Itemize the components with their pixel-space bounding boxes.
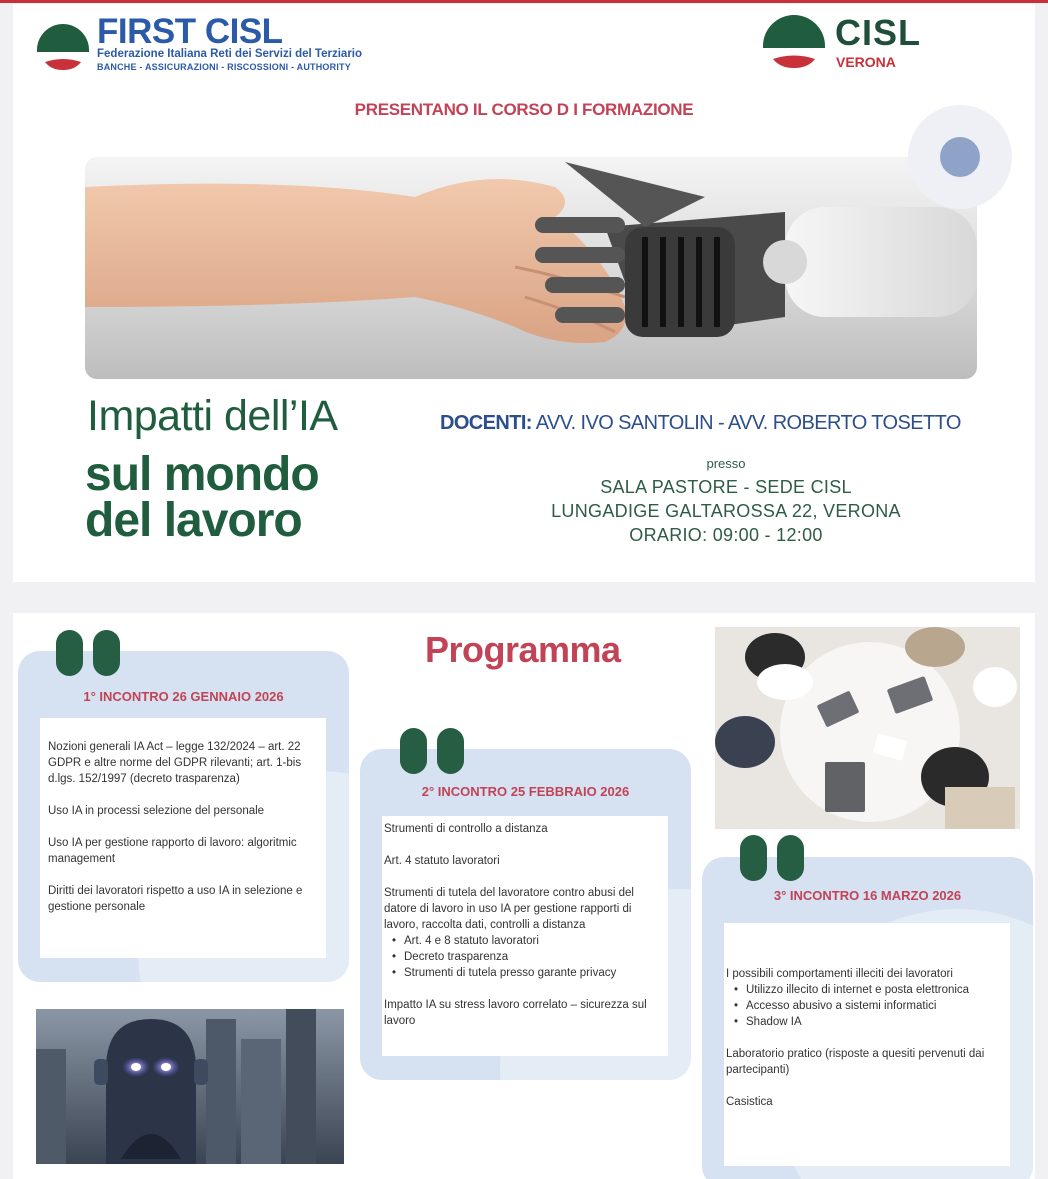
incontro3-item: Laboratorio pratico (risposte a quesiti pervenuti dai partecipanti) xyxy=(726,1048,985,1076)
incontro1-item: Uso IA in processi selezione del personale xyxy=(48,805,265,817)
incontro1-item: Nozioni generali IA Act – legge 132/2024 – art. 22 GDPR e altre norme del GDPR rilevanti; art. 1-bis d.lgs. 152/1997 (decreto trasparenza) xyxy=(48,741,302,785)
meeting-photo xyxy=(715,627,1020,829)
course-title-main xyxy=(85,448,319,547)
incontro1-heading: 1° INCONTRO 26 GENNAIO 2026 xyxy=(83,689,284,704)
programma-title: Programma xyxy=(425,629,621,670)
cisl-verona-logo xyxy=(761,6,941,72)
incontro3-content xyxy=(724,923,1010,1166)
first-cisl-sectors: BANCHE - ASSICURAZIONI - RISCOSSIONI - AUTHORITY xyxy=(97,62,351,72)
course-header-card xyxy=(13,4,1035,582)
incontro2-item: Strumenti di tutela del lavoratore contro abusi del datore di lavoro in uso IA per gestione rapporti di lavoro, raccolta dati, controlli a distanza xyxy=(384,887,634,931)
incontro2-bullets xyxy=(384,933,661,981)
incontro2-content xyxy=(382,816,668,1056)
venue-block xyxy=(513,456,939,547)
venue-line2: LUNGADIGE GALTAROSSA 22, VERONA xyxy=(551,501,901,521)
course-title-line2: sul mondo xyxy=(85,448,319,501)
first-cisl-subtitle: Federazione Italiana Reti dei Servizi del Terziario xyxy=(97,48,363,60)
cisl-city: VERONA xyxy=(836,54,896,70)
programma-card xyxy=(13,613,1035,1179)
incontro2-bullet: • Art. 4 e 8 statuto lavoratori xyxy=(384,933,661,949)
decorative-dot xyxy=(940,137,980,177)
venue-line1: SALA PASTORE - SEDE CISL xyxy=(600,477,852,497)
docenti-value: AVV. IVO SANTOLIN - AVV. ROBERTO TOSETTO xyxy=(535,412,961,434)
cisl-name: CISL xyxy=(835,12,922,53)
decorative-circle-badge xyxy=(908,105,1012,209)
presentano-heading: PRESENTANO IL CORSO D I FORMAZIONE xyxy=(354,100,694,119)
quote-mark-icon xyxy=(400,728,466,776)
hero-image-handshake xyxy=(85,157,977,379)
incontro1-item: Diritti dei lavoratori rispetto a uso IA in selezione e gestione personale xyxy=(48,885,303,913)
incontro1-panel xyxy=(18,651,349,982)
incontro2-bullet: • Strumenti di tutela presso garante privacy xyxy=(384,965,661,981)
first-cisl-emblem-icon xyxy=(35,14,91,70)
incontro3-bullet: • Accesso abusivo a sistemi informatici xyxy=(726,998,1003,1014)
incontro2-item: Impatto IA su stress lavoro correlato – sicurezza sul lavoro xyxy=(384,999,647,1027)
incontro2-bullet: • Decreto trasparenza xyxy=(384,949,661,965)
incontro3-heading: 3° INCONTRO 16 MARZO 2026 xyxy=(773,888,962,903)
incontro2-item: Art. 4 statuto lavoratori xyxy=(384,855,500,867)
robot-face-image xyxy=(36,1009,344,1164)
incontro1-content xyxy=(40,718,326,958)
incontro2-item: Strumenti di controllo a distanza xyxy=(384,823,548,835)
incontro3-bullets xyxy=(726,982,1003,1030)
cisl-emblem-icon xyxy=(761,6,827,72)
docenti-line xyxy=(440,412,961,435)
incontro3-bullet: • Shadow IA xyxy=(726,1014,1003,1030)
incontro3-bullet: • Utilizzo illecito di internet e posta elettronica xyxy=(726,982,1003,998)
incontro1-item: Uso IA per gestione rapporto di lavoro: algoritmic management xyxy=(48,837,297,865)
incontro3-item: I possibili comportamenti illeciti dei lavoratori xyxy=(726,968,953,980)
first-cisl-name: FIRST CISL xyxy=(97,12,283,51)
first-cisl-logo xyxy=(35,10,375,74)
quote-mark-icon xyxy=(740,835,806,883)
course-title-line1: Impatti dell’IA xyxy=(87,392,338,440)
incontro3-panel xyxy=(702,857,1033,1179)
quote-mark-icon xyxy=(56,630,122,678)
incontro3-item: Casistica xyxy=(726,1096,773,1108)
incontro2-panel xyxy=(360,749,691,1080)
docenti-label: DOCENTI: xyxy=(440,412,532,434)
venue-presso: presso xyxy=(706,456,746,471)
course-title-line3: del lavoro xyxy=(85,494,302,547)
venue-orario: ORARIO: 09:00 - 12:00 xyxy=(629,525,823,545)
incontro2-heading: 2° INCONTRO 25 FEBBRAIO 2026 xyxy=(421,784,630,799)
top-accent-line xyxy=(0,0,1048,3)
